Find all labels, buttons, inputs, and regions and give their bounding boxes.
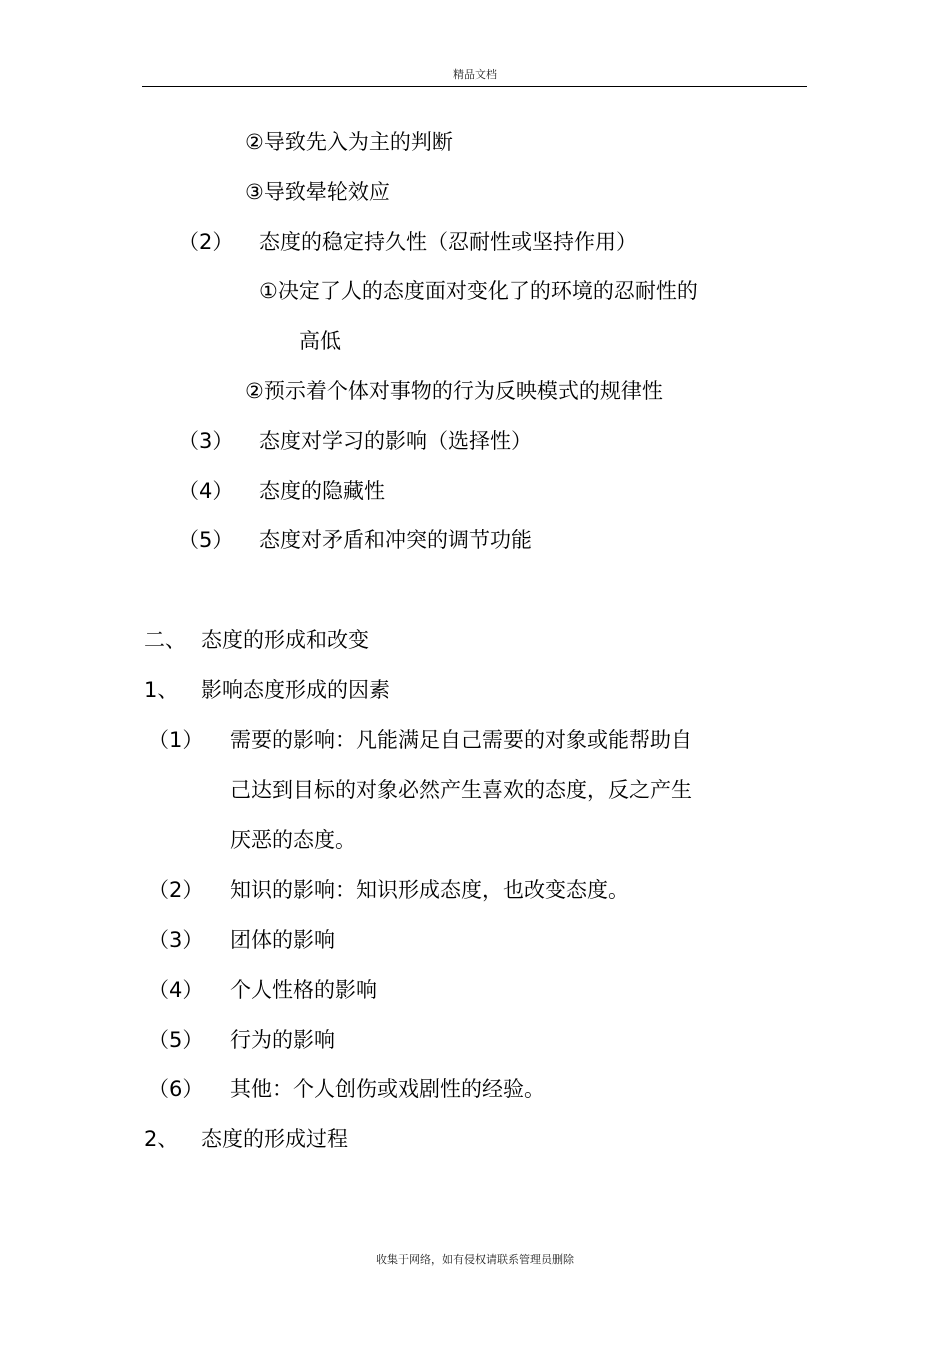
- line-number: （4）: [148, 978, 204, 1002]
- line-text: 态度对矛盾和冲突的调节功能: [259, 528, 532, 552]
- line-number: （1）: [148, 728, 204, 752]
- line-number: 1、: [144, 678, 179, 702]
- line-number: 2、: [144, 1127, 179, 1151]
- line-number: （4）: [178, 479, 234, 503]
- line-text: 态度的形成和改变: [201, 628, 369, 652]
- line-number: 二、: [144, 628, 186, 652]
- line-text: 态度的稳定持久性（忍耐性或坚持作用）: [259, 230, 637, 254]
- line-number: （6）: [148, 1077, 204, 1101]
- line-text: 团体的影响: [230, 928, 335, 952]
- line-text: 影响态度形成的因素: [201, 678, 390, 702]
- line-text: 厌恶的态度。: [230, 828, 356, 852]
- line-text: 己达到目标的对象必然产生喜欢的态度，反之产生: [230, 778, 692, 802]
- line-text: ③导致晕轮效应: [245, 180, 390, 204]
- line-number: （2）: [148, 878, 204, 902]
- page-header: 精品文档: [453, 68, 497, 81]
- line-text: ①决定了人的态度面对变化了的环境的忍耐性的: [259, 279, 698, 303]
- line-number: （3）: [178, 429, 234, 453]
- line-number: （5）: [178, 528, 234, 552]
- line-text: 态度的形成过程: [201, 1127, 348, 1151]
- line-text: ②预示着个体对事物的行为反映模式的规律性: [245, 379, 663, 403]
- line-text: 知识的影响：知识形成态度，也改变态度。: [230, 878, 629, 902]
- line-text: ②导致先入为主的判断: [245, 130, 453, 154]
- line-number: （3）: [148, 928, 204, 952]
- header-divider: [142, 86, 807, 87]
- line-text: 其他：个人创伤或戏剧性的经验。: [230, 1077, 545, 1101]
- line-text: 个人性格的影响: [230, 978, 377, 1002]
- line-text: 高低: [299, 329, 341, 353]
- line-text: 行为的影响: [230, 1028, 335, 1052]
- line-text: 需要的影响：凡能满足自己需要的对象或能帮助自: [230, 728, 692, 752]
- page-footer: 收集于网络，如有侵权请联系管理员删除: [376, 1253, 574, 1266]
- line-text: 态度对学习的影响（选择性）: [259, 429, 532, 453]
- line-number: （5）: [148, 1028, 204, 1052]
- line-number: （2）: [178, 230, 234, 254]
- line-text: 态度的隐藏性: [259, 479, 385, 503]
